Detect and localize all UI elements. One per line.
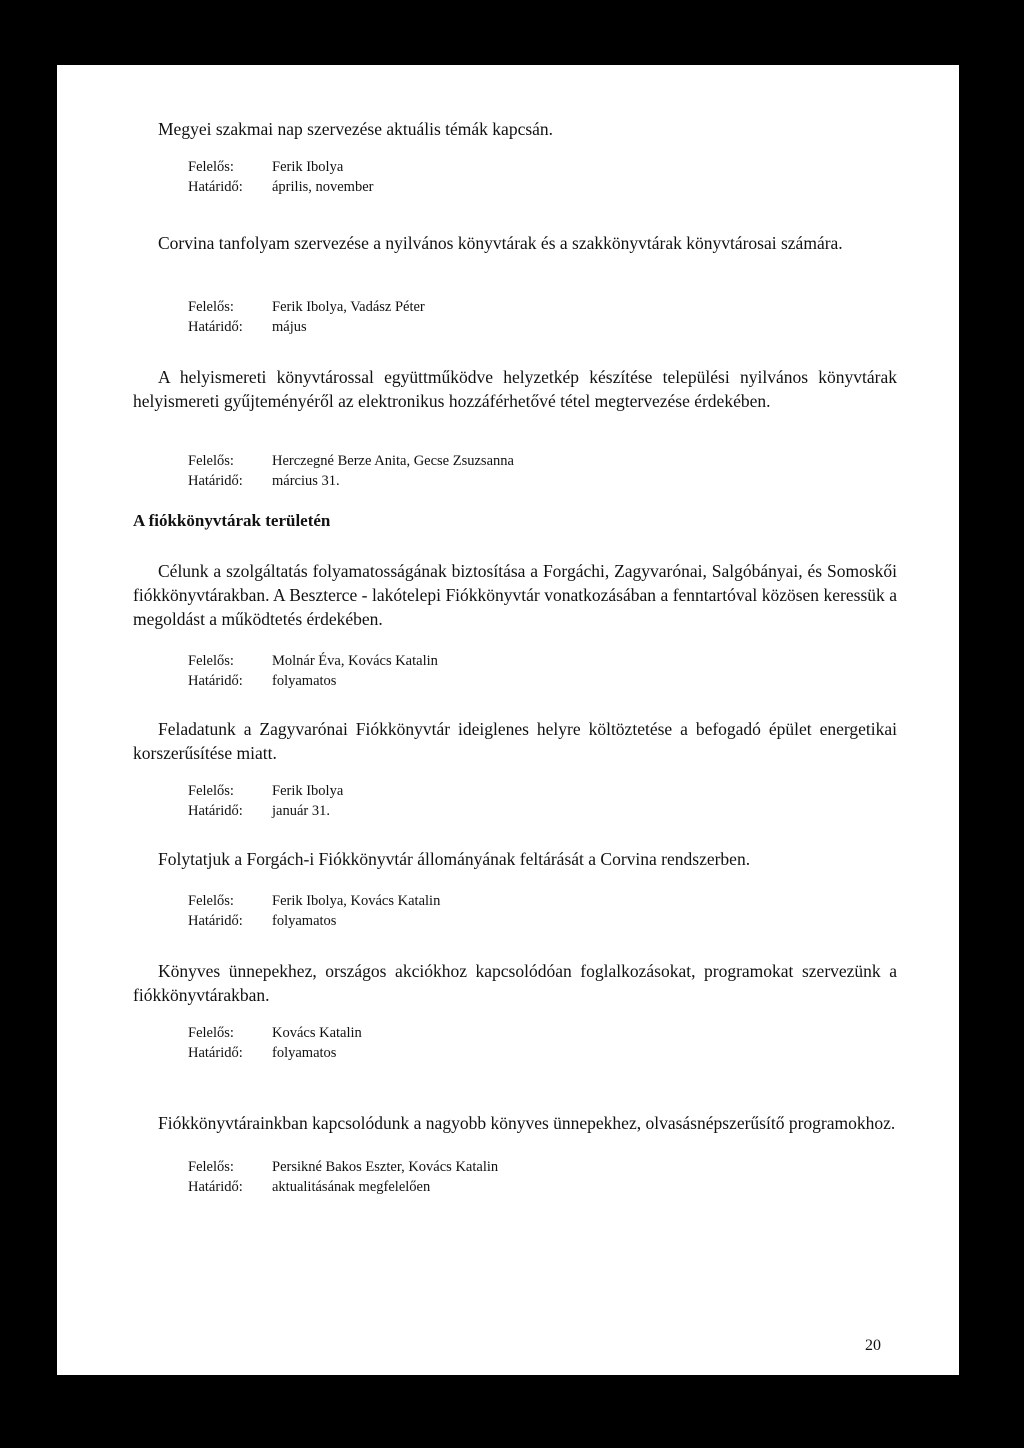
responsible-label: Felelős: [188, 1025, 234, 1041]
responsible-value: Molnár Éva, Kovács Katalin [272, 653, 438, 669]
task-paragraph: Megyei szakmai nap szervezése aktuális témák kapcsán. [158, 119, 554, 139]
deadline-value: május [272, 319, 307, 335]
responsibility-block [188, 651, 838, 691]
deadline-label: Határidő: [188, 1179, 243, 1195]
document-page [56, 64, 960, 1376]
responsibility-block [188, 451, 838, 491]
deadline-label: Határidő: [188, 673, 243, 689]
deadline-value: január 31. [272, 803, 330, 819]
responsible-value: Persikné Bakos Eszter, Kovács Katalin [272, 1159, 499, 1175]
task-paragraph: Könyves ünnepekhez, országos akciókhoz kapcsolódóan foglalkozásokat, programokat szervezünk a fiókkönyvtárakban. [133, 961, 897, 1005]
responsible-label: Felelős: [188, 159, 234, 175]
section-heading: A fiókkönyvtárak területén [133, 511, 331, 530]
task-paragraph: Folytatjuk a Forgách-i Fiókkönyvtár állományának feltárását a Corvina rendszerben. [158, 849, 751, 869]
responsibility-block [188, 1023, 838, 1063]
deadline-label: Határidő: [188, 1045, 243, 1061]
page-number: 20 [865, 1337, 881, 1354]
responsible-label: Felelős: [188, 653, 234, 669]
responsible-value: Kovács Katalin [272, 1025, 362, 1041]
task-paragraph: Feladatunk a Zagyvarónai Fiókkönyvtár ideiglenes helyre költöztetése a befogadó épület energetikai korszerűsítése miatt. [133, 719, 897, 763]
deadline-value: folyamatos [272, 673, 337, 689]
task-paragraph: Célunk a szolgáltatás folyamatosságának biztosítása a Forgáchi, Zagyvarónai, Salgóbányai, és Somoskői fiókkönyvtárakban. A Beszterce - lakótelepi Fiókkönyvtár vonatkozásában a fenntartóval közösen keressük a megoldást a működtetés érdekében. [133, 561, 897, 629]
task-paragraph: Corvina tanfolyam szervezése a nyilvános könyvtárak és a szakkönyvtárak könyvtárosai számára. [158, 233, 843, 253]
responsible-value: Herczegné Berze Anita, Gecse Zsuzsanna [272, 453, 514, 469]
task-paragraph: A helyismereti könyvtárossal együttműködve helyzetkép készítése települési nyilvános könyvtárak helyismereti gyűjteményéről az elektronikus hozzáférhetővé tétel megtervezése érdekében. [133, 367, 897, 411]
deadline-value: április, november [272, 179, 374, 195]
deadline-value: folyamatos [272, 1045, 337, 1061]
responsible-value: Ferik Ibolya, Vadász Péter [272, 299, 425, 315]
responsible-label: Felelős: [188, 1159, 234, 1175]
deadline-label: Határidő: [188, 473, 243, 489]
responsible-value: Ferik Ibolya [272, 159, 344, 175]
deadline-value: aktualitásának megfelelően [272, 1179, 431, 1195]
responsible-value: Ferik Ibolya [272, 783, 344, 799]
responsible-label: Felelős: [188, 453, 234, 469]
responsible-label: Felelős: [188, 299, 234, 315]
responsibility-block [188, 891, 838, 931]
responsibility-block [188, 781, 838, 821]
deadline-label: Határidő: [188, 913, 243, 929]
deadline-value: folyamatos [272, 913, 337, 929]
responsible-value: Ferik Ibolya, Kovács Katalin [272, 893, 441, 909]
deadline-label: Határidő: [188, 319, 243, 335]
responsibility-block [188, 157, 838, 197]
responsibility-block [188, 1157, 838, 1197]
responsible-label: Felelős: [188, 783, 234, 799]
deadline-label: Határidő: [188, 179, 243, 195]
deadline-label: Határidő: [188, 803, 243, 819]
responsibility-block [188, 297, 838, 337]
task-paragraph: Fiókkönyvtárainkban kapcsolódunk a nagyobb könyves ünnepekhez, olvasásnépszerűsítő programokhoz. [158, 1113, 896, 1133]
responsible-label: Felelős: [188, 893, 234, 909]
deadline-value: március 31. [272, 473, 340, 489]
